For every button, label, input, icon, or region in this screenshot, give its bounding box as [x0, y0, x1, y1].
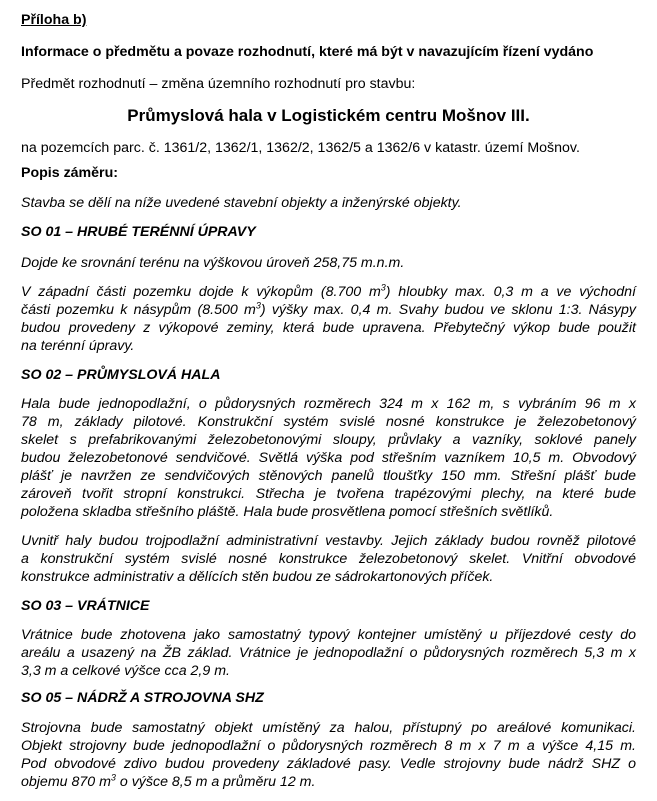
so02-heading: SO 02 – PRŮMYSLOVÁ HALA — [21, 367, 221, 383]
so03-paragraph-line: 3,3 m a celkové výšce cca 2,9 m. — [21, 663, 230, 679]
so02-paragraph-1-line: 78 m, základy pilotové. Konstrukční systém svislé nosné konstrukce je železobetonový — [21, 414, 636, 430]
so02-paragraph-2-line: Uvnitř haly budou trojpodlažní administrativní vestavby. Jejich základy budou rovněž pilotové — [21, 533, 636, 549]
project-title: Průmyslová hala v Logistickém centru Mošnov III. — [127, 106, 530, 125]
so01-paragraph-2-line: budou provedeny z výkopové zeminy, která bude upravena. Přebytečný výkop bude použit — [21, 320, 636, 336]
so03-heading: SO 03 – VRÁTNICE — [21, 598, 150, 614]
so02-paragraph-1-line: plášť je navržen ze sendvičových stěnových panelů tloušťky 150 mm. Střešní plášť bude — [21, 468, 636, 484]
so02-paragraph-1-line: položena skladba střešního pláště. Hala bude prosvětlena pomocí střešních světlíků. — [21, 504, 554, 520]
so01-heading: SO 01 – HRUBÉ TERÉNNÍ ÚPRAVY — [21, 224, 256, 240]
so05-paragraph-line: Objekt strojovny bude jednopodlažní o půdorysných rozměrech 8 m x 7 m a výšce 4,15 m. — [21, 738, 636, 754]
so02-paragraph-1-line: zároveň tvořit stropní konstrukci. Střecha je tvořena trapézovými plechy, na které bude — [21, 486, 636, 502]
so02-paragraph-2-line: konstrukce administrativ a dělících stěn budou ze sádrokartonových příček. — [21, 569, 494, 585]
document-heading: Informace o předmětu a povaze rozhodnutí, které má být v navazujícím řízení vydáno — [21, 44, 594, 60]
so03-paragraph-line: Vrátnice bude zhotovena jako samostatný typový kontejner umístěný u příjezdové cesty do — [21, 627, 636, 643]
so05-paragraph-line: Pod obvodové zdivo budou provedeny základové pasy. Vedle strojovny bude nádrž SHZ o — [21, 756, 636, 772]
parcels-text: na pozemcích parc. č. 1361/2, 1362/1, 1362/2, 1362/5 a 1362/6 v katastr. území Mošnov. — [21, 140, 580, 156]
annex-label: Příloha b) — [21, 12, 87, 28]
so01-paragraph-2-line: na terénní úpravy. — [21, 338, 135, 354]
so05-paragraph-line: Strojovna bude samostatný objekt umístěný za halou, přístupný po areálové komunikaci. — [21, 720, 636, 736]
so02-paragraph-2-line: a konstrukční systém svislé nosné konstrukce železobetonový skelet. Vnitřní obvodové — [21, 551, 636, 567]
so01-paragraph-1: Dojde ke srovnání terénu na výškovou úroveň 258,75 m.n.m. — [21, 255, 405, 271]
so05-paragraph-line: objemu 870 $m^3$ o výšce 8,5 m a průměru 12 m. — [21, 772, 316, 790]
so02-paragraph-1-line: Hala bude jednopodlažní, o půdorysných rozměrech 324 m x 162 m, s vybráním 96 m x — [21, 396, 636, 412]
so01-paragraph-2-line: části pozemku k násypům (8.500 $m^3$) výšky max. 0,4 m. Svahy budou ve sklonu 1:3. Násypy — [21, 300, 636, 318]
so05-heading: SO 05 – NÁDRŽ A STROJOVNA SHZ — [21, 690, 264, 706]
popis-heading: Popis záměru: — [21, 165, 118, 181]
so02-paragraph-1-line: budou železobetonové sendvičové. Světlá výška pod střešním vazníkem 10,5 m. Obvodový — [21, 450, 636, 466]
so01-paragraph-2-line: V západní části pozemku dojde k výkopům (8.700 $m^3$) hloubky max. 0,3 m a ve východní — [21, 282, 636, 300]
so02-paragraph-1-line: skelet s prefabrikovanými železobetonovými sloupy, průvlaky a vazníky, soklové panely — [21, 432, 636, 448]
so03-paragraph-line: areálu a usazený na ŽB základ. Vrátnice je jednopodlažní o půdorysných rozměrech 5,3 m x — [21, 645, 636, 661]
subject-intro: Předmět rozhodnutí – změna územního rozhodnutí pro stavbu: — [21, 76, 416, 92]
popis-intro: Stavba se dělí na níže uvedené stavební objekty a inženýrské objekty. — [21, 195, 462, 211]
